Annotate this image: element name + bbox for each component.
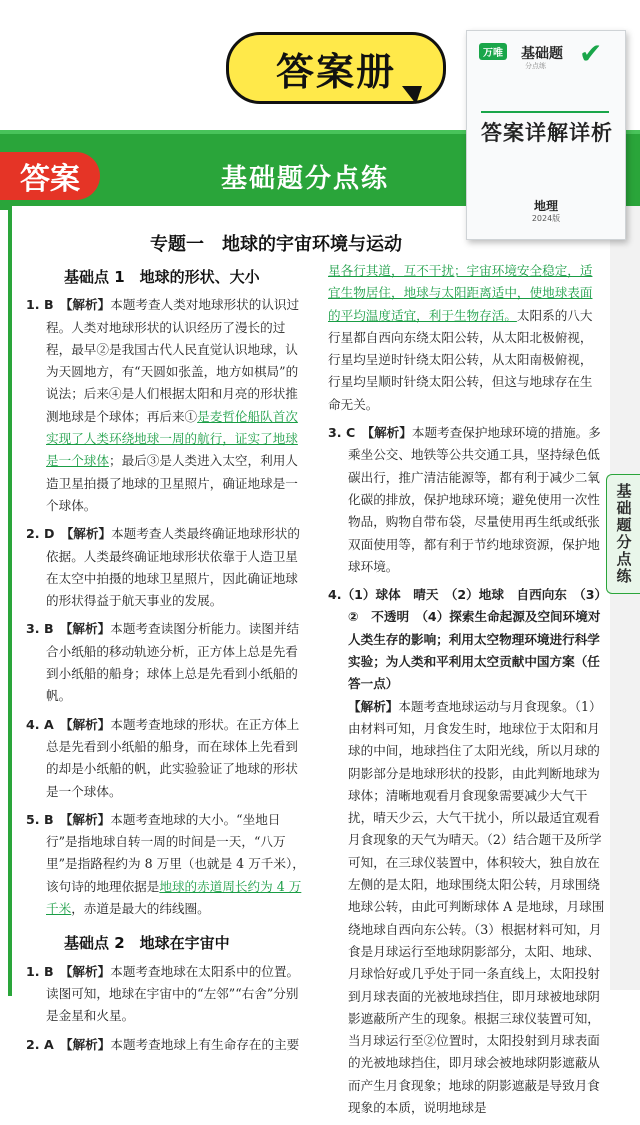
right-column [328, 260, 605, 1125]
answer-item-3: 3. B 【解析】本题考查读图分析能力。读图并结合小纸船的移动轨迹分析，正方体上总是先看到小纸船的船身；球体上总是先看到小纸船的帆。 [26, 621, 300, 704]
answer-item-6: 1. B 【解析】本题考查地球在太阳系中的位置。读图可知，地球在宇宙中的“左邻”“右舍”分别是金星和火星。 [26, 963, 300, 1024]
book-divider [481, 111, 609, 113]
answer-book-cover [466, 30, 626, 240]
side-tab: 基础题分点练 [606, 474, 640, 594]
book-subject: 地理 [533, 199, 558, 213]
left-column [26, 262, 308, 1062]
highlighted-text: 地球的赤道周长约为 4 万千米 [46, 878, 302, 917]
answer-continuation: 星各行其道，互不干扰；宇宙环境安全稳定，适宜生物居住，地球与太阳距离适中，使地球表面的平均温度适宜，利于生物存活。太阳系的八大行星都自西向东绕太阳公转，从太阳北极俯视，行星均呈逆时针绕太阳公转，从太阳南极俯视，行星均呈顺时针绕太阳公转，但这与地球存在生命无关。 [328, 263, 593, 412]
answer-item-4: 4. A 【解析】本题考查地球的形状。在正方体上总是先看到小纸船的船身，而在球体上先看到的却是小纸船的帆，此实验验证了地球的形状是一个球体。 [26, 716, 300, 799]
section-heading-1: 基础点 1 地球的形状、大小 [64, 268, 260, 286]
answer-item-7: 2. A 【解析】本题考查地球上有生命存在的主要 [26, 1036, 300, 1052]
answer-item-r4: 4.（1）球体 晴天 （2）地球 自西向东 （3）② 不透明 （4）探索生命起源及空间环境对人类生存的影响；利用太空物理环境进行科学实验；为人类和平利用太空贡献中国方案（任答一点） 【解析】本题考查地球运动与月食现象。（1）由材料可知，月食发生时，地球位于太阳和月球的中间，地球挡住了太阳光线，所以月球的阴影部分是地球形状的投影，由此判断地球为球体；清晰地观看月食现象需要减少大气干扰，晴天少云，大气干扰小，所以最适宜观看月食现象的天气为晴天。（2）结合题干及所学可知，在三球仪装置中，体积较大，独自放在左侧的是太阳，地球围绕太阳公转，月球围绕地球公转，由此可判断球体 A 是地球，月球围绕地球自西向东公转。（3）根据材料可知，月食是月球运行至地球阴影部分，太阳、地球、月球恰好或几乎处于同一条直线上，太阳投射到月球表面的光被地球挡住，即月球被地球阴影遮蔽所产生的现象。根据三球仪装置可知，当月球运行至②位置时，太阳投射到月球表面的光被地球挡住，即月球会被地球阴影遮蔽从而产生月食现象；地球的阴影遮蔽是导致月食现象的本质，说明地球是 [328, 587, 605, 1115]
highlighted-text: 是麦哲伦船队首次实现了人类环绕地球一周的航行，证实了地球是一个球体 [46, 408, 298, 469]
answer-item-1: 1. B 【解析】本题考查人类对地球形状的认识过程。人类对地球形状的认识经历了漫长的过程，最早②是我国古代人民直觉认识地球，认为天圆地方，有“天圆如张盖，地方如棋局”的说法；后来④是人们根据太阳和月亮的形状推测地球是个球体；再后来①是麦哲伦船队首次实现了人类环绕地球一周的航行，证实了地球是一个球体；最后③是人类进入太空，利用人造卫星拍摄了地球的卫星照片，确证地球是一个球体。 [26, 297, 300, 513]
page-edge [606, 206, 640, 990]
book-series-subtitle: 分点练 [525, 62, 546, 70]
book-series-title: 基础题 [521, 46, 563, 62]
topic-title: 专题一 地球的宇宙环境与运动 [150, 234, 402, 255]
checkmark-icon: ✔ [579, 37, 603, 70]
header-title: 基础题分点练 [220, 164, 389, 194]
speech-bubble-tail [402, 86, 422, 104]
answer-badge: 答案 [0, 152, 100, 200]
answer-item-2: 2. D 【解析】本题考查人类最终确证地球形状的依据。人类最终确证地球形状依靠于人造卫星在太空中拍摄的地球卫星照片，因此确证地球的形状得益于航天事业的发展。 [26, 526, 300, 609]
book-year: 2024版 [531, 214, 561, 223]
answer-item-5: 5. B 【解析】本题考查地球的大小。“坐地日行”是指地球自转一周的时间是一天，“八万里”是指路程约为 8 万里（也就是 4 万千米），该句诗的地理依据是地球的赤道周长约为 4 万千米，赤道是最大的纬线圈。 [26, 811, 305, 917]
answer-item-r3: 3. C 【解析】本题考查保护地球环境的措施。多乘坐公交、地铁等公共交通工具，坚持绿色低碳出行，推广清洁能源等，都有利于减少二氧化碳的排放，保护地球环境；避免使用一次性物品，购物自带布袋，尽量使用再生纸或纸张双面使用等，都有利于节约地球资源，保护地球环境。 [328, 425, 601, 574]
highlighted-text: 星各行其道，互不干扰；宇宙环境安全稳定，适宜生物居住，地球与太阳距离适中，使地球表面的平均温度适宜，利于生物存活。 [328, 263, 593, 323]
book-brand-logo: 万唯 [479, 43, 507, 60]
book-title: 答案详解详析 [481, 121, 613, 145]
section-heading-2: 基础点 2 地球在宇宙中 [64, 934, 230, 953]
answer-book-label: 答案册 [226, 32, 446, 104]
